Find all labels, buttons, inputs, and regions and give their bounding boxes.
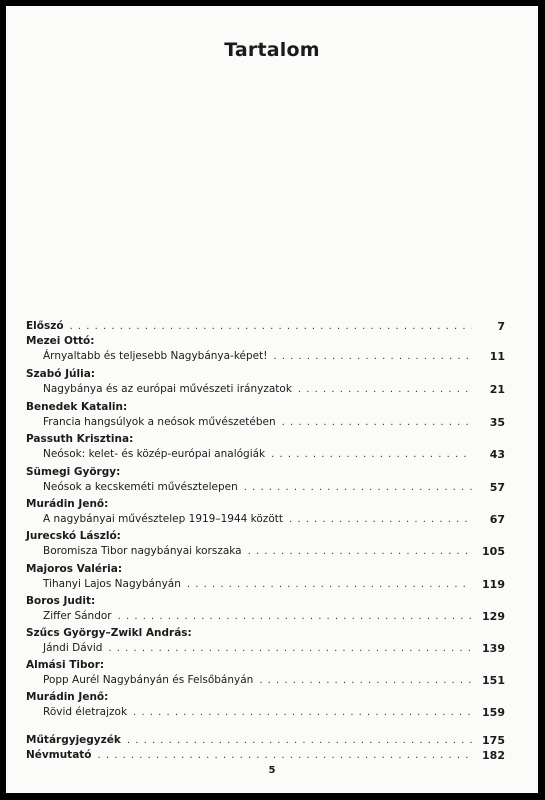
leader-dots [271, 447, 472, 462]
toc-author [6, 658, 538, 673]
toc-page-number: 7 [497, 320, 505, 333]
toc-entry-title: Előszó [26, 320, 64, 332]
toc-author-name: Murádin Jenő: [26, 691, 109, 703]
toc-entry-title: Neósok: kelet- és közép-európai analógiák [43, 448, 266, 460]
toc-author [6, 465, 538, 480]
leader-dots [98, 748, 472, 763]
toc-author-name: Sümegi György: [26, 466, 121, 478]
toc-entry [6, 415, 538, 430]
leader-dots [127, 733, 472, 748]
leader-dots [133, 705, 472, 720]
toc-page-number: 105 [482, 545, 505, 558]
toc-entry [6, 609, 538, 624]
toc-page-number: 129 [482, 610, 505, 623]
toc-page-number: 159 [482, 706, 505, 719]
toc-author [6, 529, 538, 544]
toc-author-name: Szabó Júlia: [26, 368, 96, 380]
folio-page-number: 5 [268, 765, 276, 776]
toc-entry-title: Boromisza Tibor nagybányai korszaka [43, 545, 242, 557]
toc-entry [6, 673, 538, 688]
toc-page-number: 43 [489, 448, 505, 461]
toc-entry-title: Neósok a kecskeméti művésztelepen [43, 481, 238, 493]
leader-dots [259, 673, 472, 688]
toc-entry [6, 480, 538, 495]
toc-entry [6, 447, 538, 462]
toc-entry [6, 544, 538, 559]
toc-author-name: Benedek Katalin: [26, 401, 128, 413]
toc-author [6, 334, 538, 349]
toc-author-name: Almási Tibor: [26, 659, 105, 671]
leader-dots [289, 512, 472, 527]
toc-entry-title: Árnyaltabb és teljesebb Nagybánya-képet! [43, 350, 268, 362]
toc-entry-title: Jándi Dávid [43, 642, 103, 654]
leader-dots [108, 641, 472, 656]
toc-page-number: 175 [482, 734, 505, 747]
leader-dots [187, 577, 472, 592]
toc-author-name: Mezei Ottó: [26, 335, 95, 347]
toc-entry-nevmutato [6, 748, 538, 763]
toc-author [6, 594, 538, 609]
toc-entry-eloszo [6, 319, 538, 334]
leader-dots [70, 319, 472, 334]
toc-page-number: 67 [489, 513, 505, 526]
toc-entry-title: Popp Aurél Nagybányán és Felsőbányán [43, 674, 254, 686]
toc-author-name: Passuth Krisztina: [26, 433, 134, 445]
leader-dots [244, 480, 472, 495]
toc-entry-title: Nagybánya és az európai művészeti irányzatok [43, 383, 292, 395]
toc-entry-title: Névmutató [26, 749, 92, 761]
leader-dots [273, 349, 472, 364]
toc-author-name: Majoros Valéria: [26, 563, 123, 575]
leader-dots [118, 609, 472, 624]
toc-author [6, 626, 538, 641]
toc-author [6, 400, 538, 415]
toc-entry [6, 382, 538, 397]
toc-entry-mutargyjegyzek [6, 733, 538, 748]
toc-entry-title: Rövid életrajzok [43, 706, 128, 718]
book-page [6, 6, 538, 793]
toc-page-number: 151 [482, 674, 505, 687]
toc-entry [6, 512, 538, 527]
leader-dots [248, 544, 472, 559]
toc-page-number: 119 [482, 578, 505, 591]
toc-entry [6, 641, 538, 656]
toc-entry-title: Ziffer Sándor [43, 610, 112, 622]
toc-page-number: 21 [489, 383, 505, 396]
toc-entry-title: A nagybányai művésztelep 1919–1944 között [43, 513, 283, 525]
toc-entry [6, 349, 538, 364]
toc-author-name: Murádin Jenő: [26, 498, 109, 510]
toc-entry [6, 705, 538, 720]
toc-page-number: 11 [489, 350, 505, 363]
toc-page-number: 139 [482, 642, 505, 655]
toc-author [6, 367, 538, 382]
toc-author [6, 432, 538, 447]
toc-author-name: Boros Judit: [26, 595, 96, 607]
toc-page-number: 182 [482, 749, 505, 762]
toc-author [6, 690, 538, 705]
toc-entry-title: Francia hangsúlyok a neósok művészetében [43, 416, 276, 428]
leader-dots [282, 415, 472, 430]
toc-author-name: Jurecskó László: [26, 530, 121, 542]
leader-dots [298, 382, 472, 397]
toc-author-name: Szűcs György–Zwikl András: [26, 627, 192, 639]
toc-entry [6, 577, 538, 592]
page-title: Tartalom [224, 39, 320, 61]
toc-author [6, 562, 538, 577]
toc-entry-title: Tihanyi Lajos Nagybányán [43, 578, 181, 590]
toc-page-number: 35 [489, 416, 505, 429]
toc-page-number: 57 [489, 481, 505, 494]
toc-author [6, 497, 538, 512]
toc-entry-title: Műtárgyjegyzék [26, 734, 121, 746]
